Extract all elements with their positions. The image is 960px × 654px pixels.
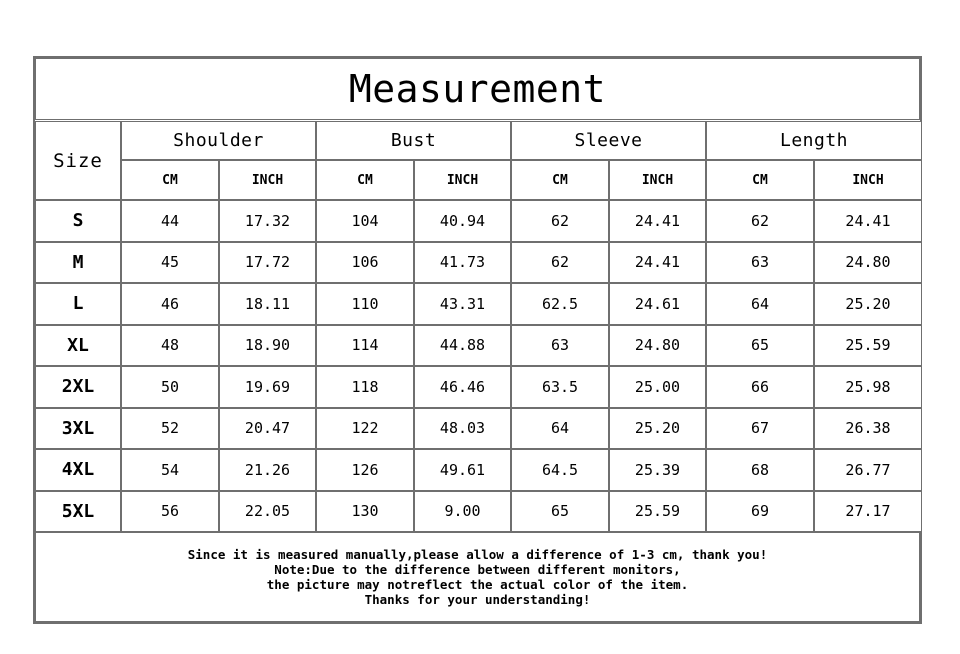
table-cell: 62 — [511, 200, 609, 242]
table-cell: 63.5 — [511, 366, 609, 408]
table-cell: 21.26 — [219, 449, 316, 491]
table-cell: 40.94 — [414, 200, 511, 242]
table-cell: 43.31 — [414, 283, 511, 325]
note-line: Note:Due to the difference between different monitors, — [274, 562, 681, 577]
table-cell: 46 — [121, 283, 219, 325]
table-cell: 18.11 — [219, 283, 316, 325]
table-cell: 44.88 — [414, 325, 511, 367]
table-cell: 17.32 — [219, 200, 316, 242]
table-cell: 26.77 — [814, 449, 922, 491]
table-cell: 63 — [706, 242, 814, 284]
table-cell: 24.41 — [609, 200, 706, 242]
table-cell: 52 — [121, 408, 219, 450]
table-cell: 48.03 — [414, 408, 511, 450]
table-cell: 25.20 — [609, 408, 706, 450]
table-cell: 25.98 — [814, 366, 922, 408]
table-cell: 24.80 — [609, 325, 706, 367]
table-cell: 64 — [511, 408, 609, 450]
table-cell: 130 — [316, 491, 414, 533]
unit-header: CM — [706, 160, 814, 200]
table-cell: 24.61 — [609, 283, 706, 325]
table-cell: 9.00 — [414, 491, 511, 533]
table-cell: 24.80 — [814, 242, 922, 284]
table-cell: 67 — [706, 408, 814, 450]
group-header-bust: Bust — [316, 121, 511, 160]
unit-header: CM — [316, 160, 414, 200]
unit-header: CM — [511, 160, 609, 200]
table-cell: 64.5 — [511, 449, 609, 491]
table-cell: 18.90 — [219, 325, 316, 367]
row-size-label: 2XL — [35, 366, 121, 408]
table-cell: 118 — [316, 366, 414, 408]
table-cell: 45 — [121, 242, 219, 284]
table-cell: 126 — [316, 449, 414, 491]
table-cell: 56 — [121, 491, 219, 533]
row-size-label: 3XL — [35, 408, 121, 450]
unit-header: INCH — [414, 160, 511, 200]
table-cell: 50 — [121, 366, 219, 408]
table-cell: 110 — [316, 283, 414, 325]
table-cell: 66 — [706, 366, 814, 408]
table-cell: 63 — [511, 325, 609, 367]
table-cell: 106 — [316, 242, 414, 284]
table-cell: 48 — [121, 325, 219, 367]
table-cell: 41.73 — [414, 242, 511, 284]
unit-header: INCH — [609, 160, 706, 200]
row-size-label: L — [35, 283, 121, 325]
group-header-length: Length — [706, 121, 922, 160]
table-cell: 25.00 — [609, 366, 706, 408]
table-cell: 49.61 — [414, 449, 511, 491]
table-cell: 65 — [706, 325, 814, 367]
row-size-label: XL — [35, 325, 121, 367]
table-cell: 65 — [511, 491, 609, 533]
table-cell: 20.47 — [219, 408, 316, 450]
table-cell: 22.05 — [219, 491, 316, 533]
row-size-label: 4XL — [35, 449, 121, 491]
table-cell: 62 — [511, 242, 609, 284]
table-cell: 44 — [121, 200, 219, 242]
table-cell: 68 — [706, 449, 814, 491]
table-cell: 19.69 — [219, 366, 316, 408]
table-cell: 25.59 — [814, 325, 922, 367]
size-column-header: Size — [35, 121, 121, 200]
table-cell: 62 — [706, 200, 814, 242]
table-cell: 25.39 — [609, 449, 706, 491]
table-cell: 17.72 — [219, 242, 316, 284]
disclaimer-note — [35, 532, 920, 622]
group-header-shoulder: Shoulder — [121, 121, 316, 160]
table-cell: 46.46 — [414, 366, 511, 408]
row-size-label: M — [35, 242, 121, 284]
table-cell: 25.20 — [814, 283, 922, 325]
table-cell: 104 — [316, 200, 414, 242]
table-cell: 26.38 — [814, 408, 922, 450]
table-cell: 27.17 — [814, 491, 922, 533]
note-line: Thanks for your understanding! — [364, 592, 591, 607]
table-cell: 114 — [316, 325, 414, 367]
note-line: Since it is measured manually,please allow a difference of 1-3 cm, thank you! — [187, 547, 768, 562]
table-cell: 25.59 — [609, 491, 706, 533]
table-cell: 54 — [121, 449, 219, 491]
unit-header: INCH — [814, 160, 922, 200]
table-cell: 69 — [706, 491, 814, 533]
row-size-label: S — [35, 200, 121, 242]
row-size-label: 5XL — [35, 491, 121, 533]
table-cell: 64 — [706, 283, 814, 325]
group-header-sleeve: Sleeve — [511, 121, 706, 160]
table-cell: 122 — [316, 408, 414, 450]
table-cell: 24.41 — [609, 242, 706, 284]
chart-title: Measurement — [35, 58, 920, 120]
unit-header: CM — [121, 160, 219, 200]
note-line: the picture may notreflect the actual color of the item. — [266, 577, 689, 592]
unit-header: INCH — [219, 160, 316, 200]
table-cell: 62.5 — [511, 283, 609, 325]
table-cell: 24.41 — [814, 200, 922, 242]
